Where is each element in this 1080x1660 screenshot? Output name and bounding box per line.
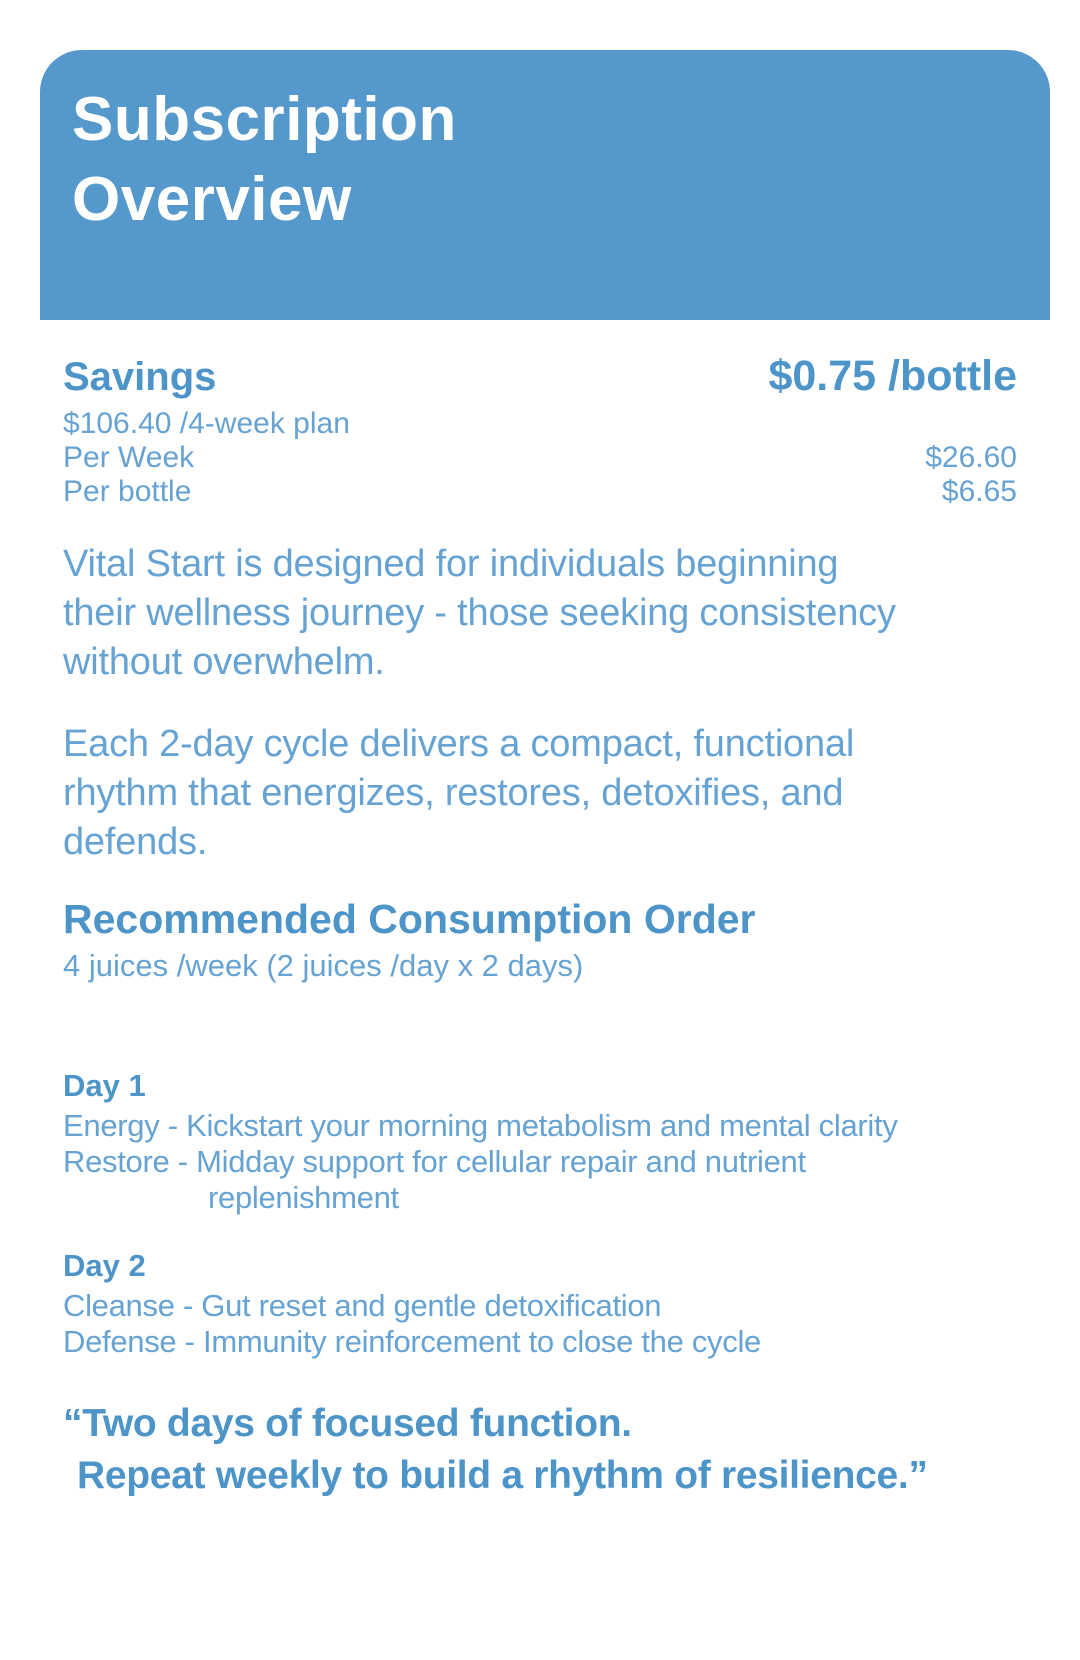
- day-1-block: [63, 1068, 898, 1216]
- header-banner: [40, 50, 1050, 320]
- savings-plan-line: $106.40 /4-week plan: [63, 407, 350, 440]
- savings-row-per-bottle: [63, 475, 1017, 509]
- savings-header-row: [63, 352, 1017, 401]
- paragraph-line: Vital Start is designed for individuals beginning: [63, 543, 839, 585]
- savings-heading: Savings: [63, 355, 217, 399]
- day-1-label: Day 1: [63, 1068, 146, 1103]
- quote-line-1: “Two days of focused function.: [63, 1402, 632, 1445]
- savings-row-label: Per bottle: [63, 475, 192, 508]
- consumption-order-subheading: 4 juices /week (2 juices /day x 2 days): [63, 948, 584, 983]
- day-2-label: Day 2: [63, 1248, 146, 1283]
- intro-paragraph-2: [63, 720, 854, 867]
- paragraph-line: their wellness journey - those seeking consistency: [63, 592, 896, 634]
- savings-row-value: $6.65: [941, 475, 1017, 508]
- paragraph-line: without overwhelm.: [63, 641, 385, 683]
- paragraph-line: rhythm that energizes, restores, detoxifies, and: [63, 772, 844, 814]
- day-1-restore-continuation: replenishment: [208, 1180, 399, 1215]
- day-2-cleanse-line: Cleanse - Gut reset and gentle detoxification: [63, 1288, 662, 1323]
- day-1-energy-line: Energy - Kickstart your morning metabolism and mental clarity: [63, 1108, 898, 1143]
- paragraph-line: Each 2-day cycle delivers a compact, functional: [63, 723, 855, 765]
- day-1-restore-line: Restore - Midday support for cellular repair and nutrient: [63, 1144, 806, 1179]
- consumption-order-heading: Recommended Consumption Order: [63, 896, 756, 942]
- closing-quote: [63, 1398, 928, 1502]
- savings-row-value: $26.60: [925, 441, 1017, 474]
- page-title: [72, 80, 1050, 240]
- quote-line-2: Repeat weekly to build a rhythm of resilience.”: [77, 1454, 928, 1497]
- day-2-block: [63, 1248, 761, 1360]
- page-title-line2: Overview: [72, 165, 352, 234]
- day-2-defense-line: Defense - Immunity reinforcement to close the cycle: [63, 1324, 761, 1359]
- intro-paragraph-1: [63, 540, 896, 687]
- savings-row-per-week: [63, 441, 1017, 475]
- savings-per-bottle-highlight: $0.75 /bottle: [768, 352, 1017, 400]
- paragraph-line: defends.: [63, 821, 208, 863]
- savings-section: [63, 352, 1017, 509]
- page-title-line1: Subscription: [72, 85, 457, 154]
- savings-row-label: Per Week: [63, 441, 195, 474]
